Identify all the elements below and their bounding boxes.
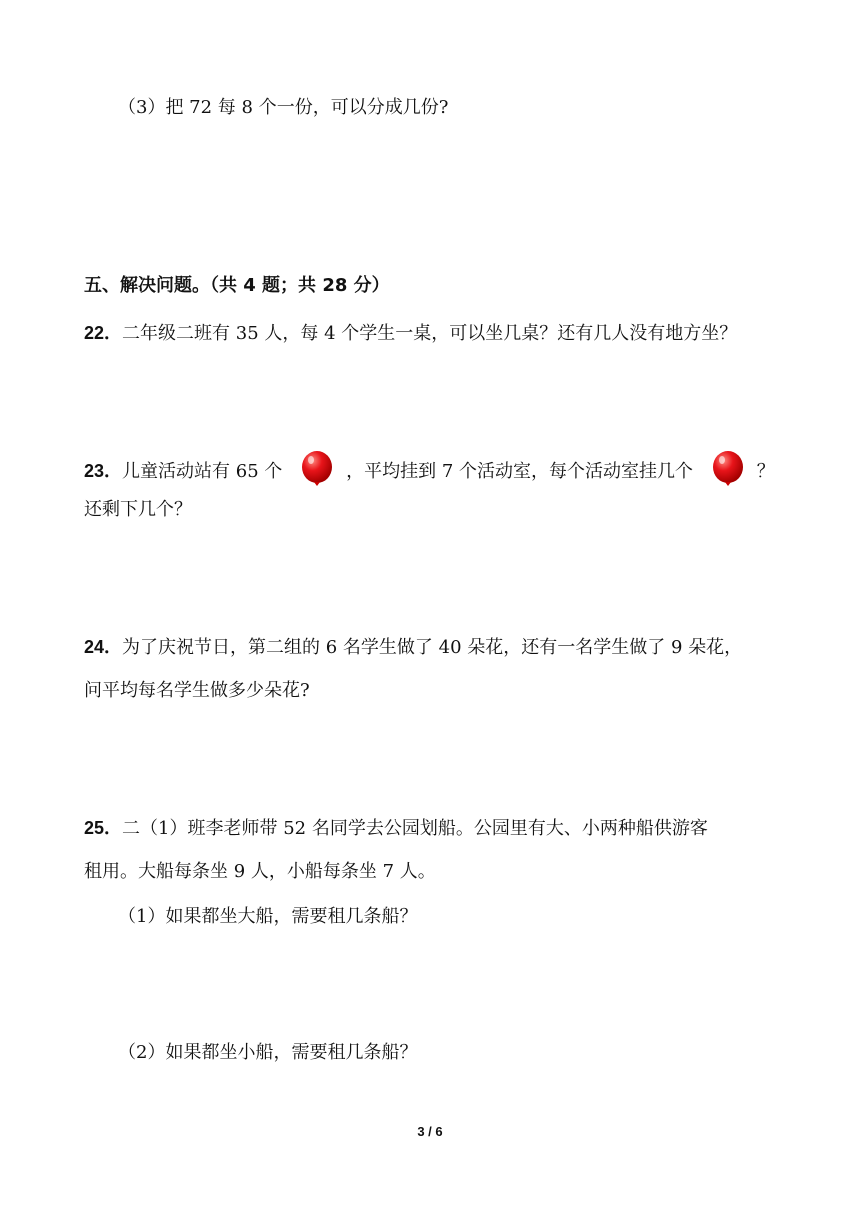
question-number: 24．: [84, 637, 123, 657]
question-24: [84, 634, 742, 661]
balloon-icon: [711, 450, 745, 490]
question-text: ？: [756, 461, 775, 482]
question-text: 儿童活动站有 65 个: [122, 461, 283, 482]
question-25-sub1: （1）如果都坐大船，需要租几条船？: [118, 906, 418, 927]
question-text: 二（1）班李老师带 52 名同学去公园划船。公园里有大、小两种船供游客: [122, 818, 708, 839]
question-number: 22．: [84, 323, 123, 343]
balloon-icon: [300, 450, 334, 490]
page-number: 3 / 6: [417, 1124, 443, 1139]
question-25: [84, 815, 708, 842]
question-25-line2: 租用。大船每条坐 9 人，小船每条坐 7 人。: [84, 861, 436, 882]
question-24-line2: 问平均每名学生做多少朵花?: [84, 680, 310, 701]
question-text: 为了庆祝节日，第二组的 6 名学生做了 40 朵花，还有一名学生做了 9 朵花，: [122, 637, 743, 658]
question-number: 23．: [84, 461, 123, 481]
question-25-sub2: （2）如果都坐小船，需要租几条船？: [118, 1042, 418, 1063]
top-question: （3）把 72 每 8 个一份，可以分成几份?: [118, 97, 449, 118]
question-23-line2: 还剩下几个？: [84, 499, 192, 520]
question-23: [84, 452, 775, 492]
question-text: ，平均挂到 7 个活动室，每个活动室挂几个: [346, 461, 694, 482]
question-text: 二年级二班有 35 人，每 4 个学生一桌，可以坐几桌？还有几人没有地方坐？: [122, 323, 738, 344]
question-22: [84, 320, 737, 347]
section-title: 五、解决问题。（共 4 题；共 28 分）: [84, 275, 390, 296]
question-number: 25．: [84, 818, 123, 838]
